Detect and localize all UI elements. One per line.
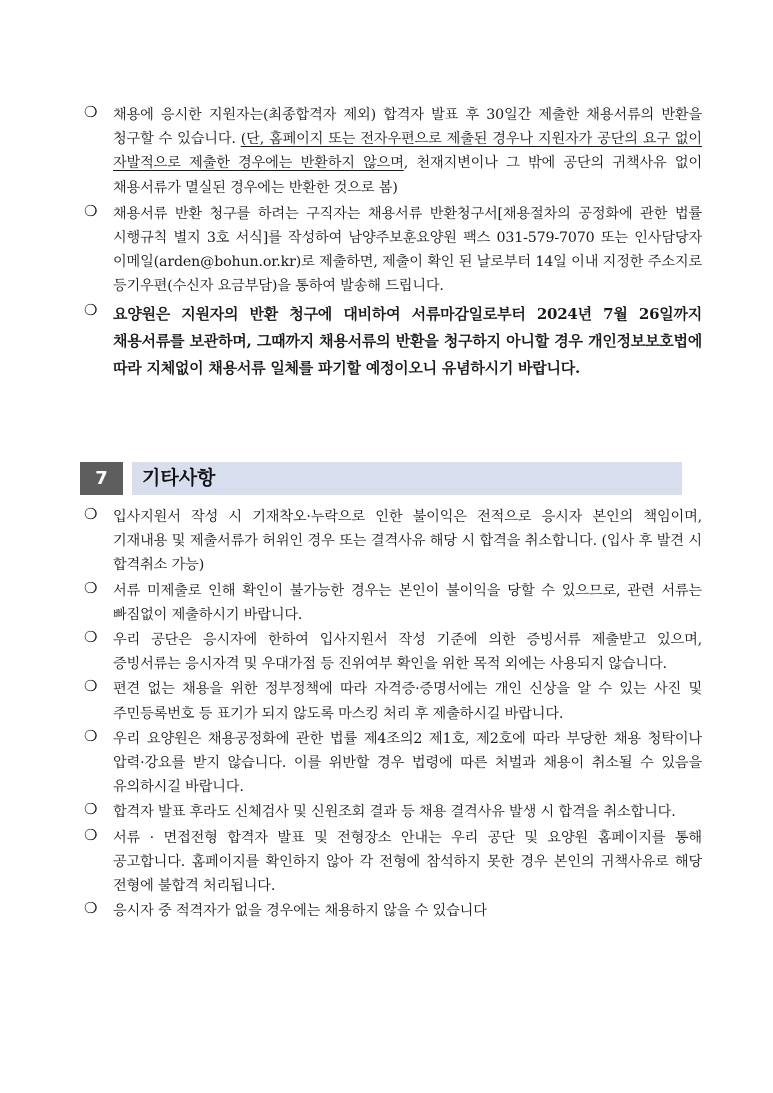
list-item [84,301,702,382]
section-header [80,462,682,495]
item-text: 서류 미제출로 인해 확인이 불가능한 경우는 본인이 불이익을 당할 수 있으므로, 관련 서류는 빠짐없이 제출하시기 바랍니다. [113,582,702,623]
circle-bullet-icon: ❍ [84,300,98,319]
item-text: 합격자 발표 후라도 신체검사 및 신원조회 결과 등 채용 결격사유 발생 시 합격을 취소합니다. [113,804,676,821]
list-item [84,727,702,800]
section-title: 기타사항 [142,467,216,489]
list-item [84,103,702,200]
misc-notes-section [84,505,702,923]
list-item [84,579,702,627]
section-number: 7 [80,462,123,495]
circle-bullet-icon: ❍ [84,899,98,918]
circle-bullet-icon: ❍ [84,201,98,220]
item-text: 입사지원서 작성 시 기재착오·누락으로 인한 불이익은 전적으로 응시자 본인의 책임이며, 기재내용 및 제출서류가 허위인 경우 또는 결격사유 해당 시 합격을 취소합니다. (입사 후 발견 시 합격취소 가능) [113,509,702,574]
list-item [84,826,702,899]
circle-bullet-icon: ❍ [84,677,98,696]
circle-bullet-icon: ❍ [84,628,98,647]
item-text: 채용서류 반환 청구를 하려는 구직자는 채용서류 반환청구서[채용절차의 공정화에 관한 법률 시행규칙 별지 3호 서식]를 작성하여 남양주보훈요양원 팩스 031-579-7070 또는 인사담당자 이메일(arden@bohun.or.kr)로 제출하면, 제출이 확인 된 날로부터 14일 이내 지정한 주소지로 등기우편(수신자 요금부담)을 통하여 발송해 드립니다. [113,205,702,295]
circle-bullet-icon: ❍ [84,726,98,745]
circle-bullet-icon: ❍ [84,505,98,523]
list-item [84,899,702,923]
circle-bullet-icon: ❍ [84,578,98,597]
item-text: , 천재지변이나 그 밖에 공단의 귀책사유 없이 채용서류가 멸실된 경우에는 반환한 것으로 봄) [113,155,702,196]
list-item [84,505,702,578]
item-text: 채용에 응시한 지원자는(최종합격자 제외) 합격자 발표 후 30일간 제출한 채용서류의 반환을 청구할 수 있습니다. [113,107,702,148]
item-text: 응시자 중 적격자가 없을 경우에는 채용하지 않을 수 있습니다 [113,903,487,920]
list-item [84,677,702,725]
list-item [84,202,702,299]
item-text: 우리 요양원은 채용공정화에 관한 법률 제4조의2 제1호, 제2호에 따라 부당한 채용 청탁이나 압력·강요를 받지 않습니다. 이를 위반할 경우 법령에 따른 처벌과 채용이 취소될 수 있음을 유의하시길 바랍니다. [113,730,702,796]
item-text: 서류 · 면접전형 합격자 발표 및 전형장소 안내는 우리 공단 및 요양원 홈페이지를 통해 공고합니다. 홈페이지를 확인하지 않아 각 전형에 참석하지 못한 경우 본인의 귀책사유로 해당 전형에 불합격 처리됩니다. [113,829,702,895]
underlined-text: (단, 홈페이지 또는 전자우편으로 제출된 경우나 지원자가 공단의 요구 없이 자발적으로 제출한 경우에는 반환하지 않으며 [113,131,702,172]
document-retention-section [84,103,702,382]
item-text: 편견 없는 채용을 위한 정부정책에 따라 자격증·증명서에는 개인 신상을 알 수 있는 사진 및 주민등록번호 등 표기가 되지 않도록 마스킹 처리 후 제출하시길 바랍니다. [113,681,702,722]
circle-bullet-icon: ❍ [84,103,98,121]
list-item [84,800,702,824]
item-text: 우리 공단은 응시자에 한하여 입사지원서 작성 기준에 의한 증빙서류 제출받고 있으며, 증빙서류는 응시자격 및 우대가점 등 진위여부 확인을 위한 목적 외에는 사용되지 않습니다. [113,632,702,673]
section-title-bar [132,462,682,495]
circle-bullet-icon: ❍ [84,825,98,844]
circle-bullet-icon: ❍ [84,800,98,819]
item-text: 요양원은 지원자의 반환 청구에 대비하여 서류마감일로부터 2024년 7월 26일까지 채용서류를 보관하며, 그때까지 채용서류의 반환을 청구하지 아니할 경우 개인정보보호법에 따라 지체없이 채용서류 일체를 파기할 예정이오니 유념하시기 바랍니다. [113,304,702,377]
list-item [84,628,702,676]
